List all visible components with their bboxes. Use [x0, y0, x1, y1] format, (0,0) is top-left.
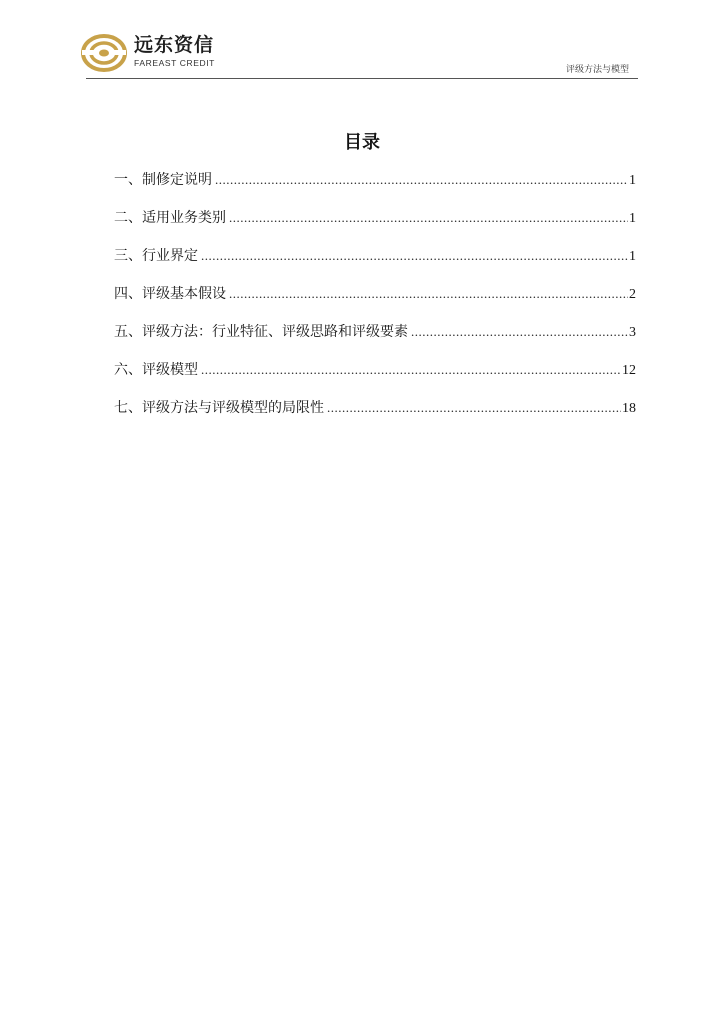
- toc-entry[interactable]: [114, 170, 636, 208]
- header-divider: [86, 78, 638, 79]
- toc-entry-page: 3: [629, 325, 636, 340]
- toc-entry-page: 1: [629, 249, 636, 264]
- toc-entry-label: 六、评级模型: [114, 362, 198, 378]
- toc-entry-page: 12: [622, 363, 636, 378]
- logo-english-name: FAREAST CREDIT: [134, 58, 215, 68]
- toc-dot-leader: [327, 398, 621, 418]
- toc-dot-leader: [229, 208, 628, 228]
- toc-entry-page: 2: [629, 287, 636, 302]
- company-logo: [80, 32, 230, 74]
- toc-entry-label: 五、评级方法：行业特征、评级思路和评级要素: [114, 324, 408, 340]
- toc-entry[interactable]: [114, 322, 636, 360]
- toc-entry-label: 二、适用业务类别: [114, 210, 226, 226]
- toc-entry[interactable]: [114, 360, 636, 398]
- toc-entry-page: 1: [629, 211, 636, 226]
- toc-dot-leader: [411, 322, 628, 342]
- toc-dot-leader: [201, 360, 621, 380]
- toc-entry-page: 18: [622, 401, 636, 416]
- document-type-label: 评级方法与模型: [565, 65, 629, 75]
- table-of-contents: [114, 170, 636, 436]
- toc-entry[interactable]: [114, 246, 636, 284]
- toc-entry[interactable]: [114, 208, 636, 246]
- toc-entry[interactable]: [114, 284, 636, 322]
- toc-entry-page: 1: [629, 173, 636, 188]
- toc-title: 目录: [344, 132, 380, 153]
- toc-entry-label: 三、行业界定: [114, 248, 198, 264]
- logo-chinese-name: 远东资信: [134, 34, 215, 56]
- toc-entry-label: 四、评级基本假设: [114, 286, 226, 302]
- toc-entry-label: 七、评级方法与评级模型的局限性: [114, 400, 324, 416]
- page-header: [0, 0, 724, 82]
- toc-dot-leader: [229, 284, 628, 304]
- toc-entry-label: 一、制修定说明: [114, 172, 212, 188]
- toc-dot-leader: [201, 246, 628, 266]
- logo-mark-icon: [80, 33, 128, 73]
- toc-dot-leader: [215, 170, 628, 190]
- toc-entry[interactable]: [114, 398, 636, 436]
